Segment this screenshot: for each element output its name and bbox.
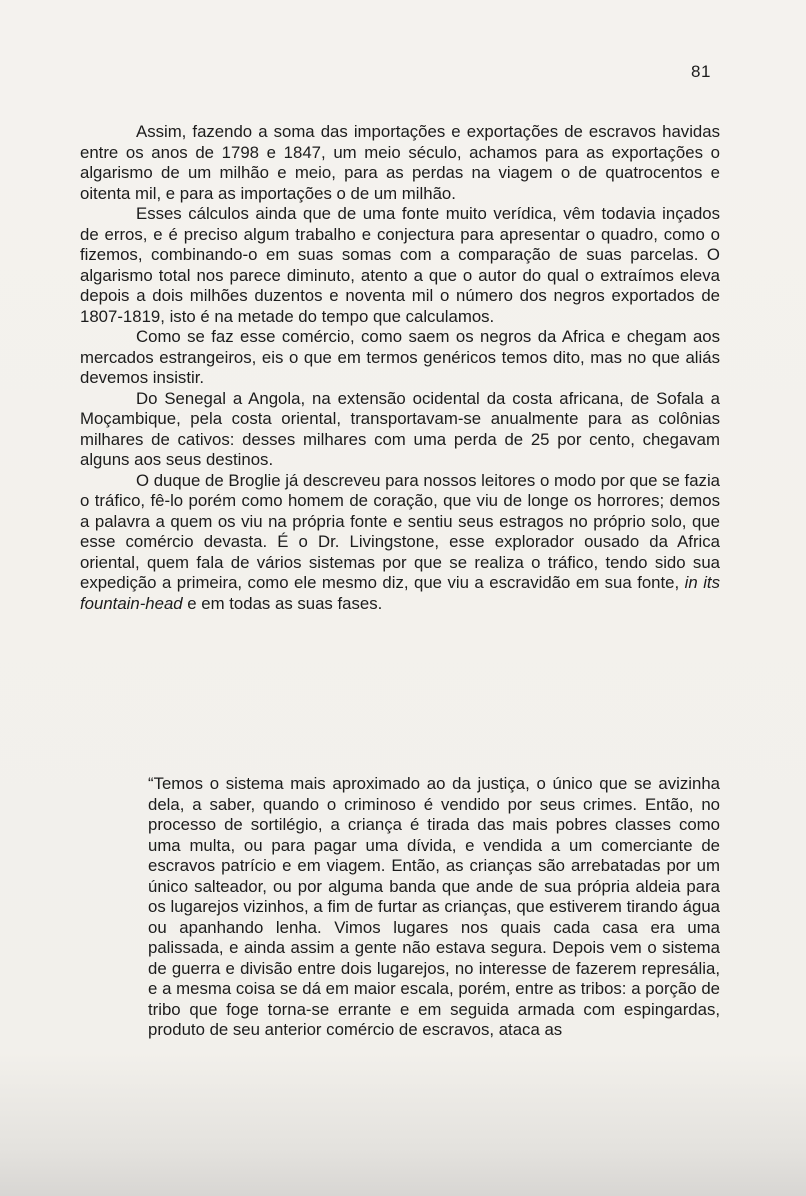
paragraph-5-text: O duque de Broglie já descreveu para nossos leitores o modo por que se fazia o tráfico, fê-lo porém como homem de coração, que viu de longe os horrores; demos a palavra a quem os viu na própria fonte e sentiu seus estragos no próprio solo, que esse comércio devasta. É o Dr. Livingstone, esse explorador ousado da Africa oriental, quem fala de vários sistemas por que se realiza o tráfico, tendo sido sua expedição a primeira, como ele mesmo diz, que viu a escravidão em sua fonte, [80, 470, 720, 592]
paragraph-5-end: e em todas as suas fases. [182, 593, 383, 613]
paragraph-5-italic: in its fountain-head [80, 573, 720, 613]
paragraph-2: Esses cálculos ainda que de uma fonte muito verídica, vêm todavia inçados de erros, e é preciso algum trabalho e conjectura para apresentar o quadro, como o fizemos, combinando-o em suas somas com a comparação de suas parcelas. O algarismo total nos parece diminuto, atento a que o autor do qual o extraímos eleva depois a dois milhões duzentos e noventa mil o número dos negros exportados de 1807-1819, isto é na metade do tempo que calculamos. [80, 204, 720, 326]
page-number: 81 [691, 62, 711, 81]
paragraph-3: Como se faz esse comércio, como saem os negros da Africa e chegam aos mercados estrangeiros, eis o que em termos genéricos temos dito, mas no que aliás devemos insistir. [80, 327, 720, 387]
paragraph-1: Assim, fazendo a soma das importações e exportações de escravos havidas entre os anos de 1798 e 1847, um meio século, achamos para as exportações o algarismo de um milhão e meio, para as perdas na viagem o de quatrocentos e oitenta mil, e para as importações o de um milhão. [80, 122, 720, 203]
block-quote [148, 774, 720, 1041]
quote-text: “Temos o sistema mais aproximado ao da justiça, o único que se avizinha dela, a saber, quando o criminoso é vendido por seus crimes. Então, no processo de sortilégio, a criança é tirada das mais pobres classes como uma multa, ou para pagar uma dívida, e vendida a um comerciante de escravos patrício e em viagem. Então, as crianças são arrebatadas por um único salteador, ou por alguma banda que ande de sua própria aldeia para os lugarejos vizinhos, a fim de furtar as crianças, que estiverem tirando água ou apanhando lenha. Vimos lugares nos quais cada casa era uma palissada, e ainda assim a gente não estava segura. Depois vem o sistema de guerra e divisão entre dois lugarejos, no interesse de fazerem represália, e a mesma coisa se dá em maior escala, porém, entre as tribos: a porção de tribo que foge torna-se errante e em seguida armada com espingardas, produto de seu anterior comércio de escravos, ataca as [148, 774, 720, 1039]
body-text [80, 122, 720, 614]
paragraph-5 [80, 471, 720, 615]
paragraph-4: Do Senegal a Angola, na extensão ocidental da costa africana, de Sofala a Moçambique, pela costa oriental, transportavam-se anualmente para as colônias milhares de cativos: desses milhares com uma perda de 25 por cento, chegavam alguns aos seus destinos. [80, 388, 720, 469]
